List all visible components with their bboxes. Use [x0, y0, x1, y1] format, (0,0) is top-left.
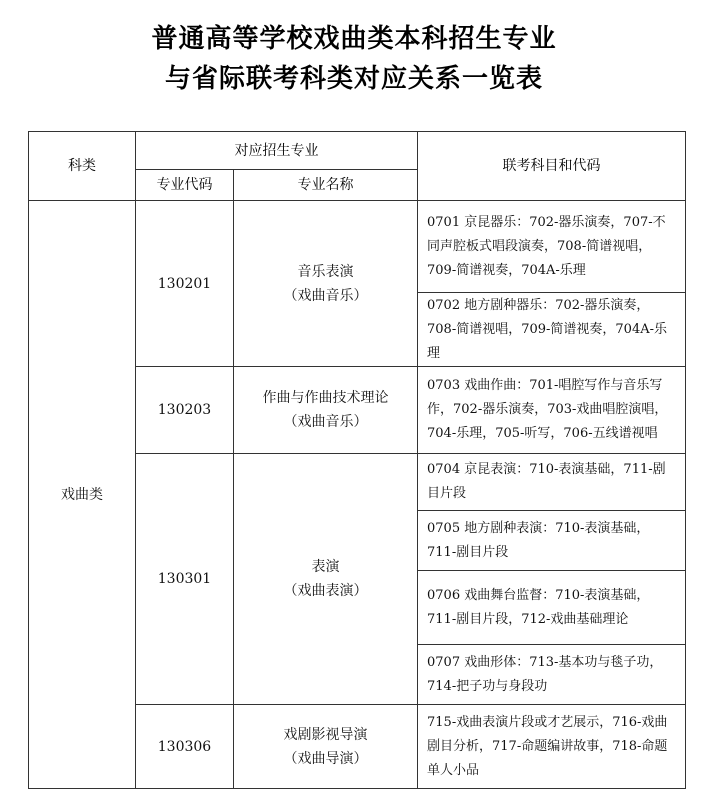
header-major-code: 专业代码	[136, 170, 234, 201]
exam-subject-cell: 0702 地方剧种器乐：702-器乐演奏，708-简谱视唱，709-简谱视奏，704A-乐理	[418, 293, 686, 367]
major-sub: （戏曲导演）	[283, 750, 368, 767]
major-name: 戏剧影视导演	[283, 726, 368, 743]
exam-subject-cell: 0703 戏曲作曲：701-唱腔写作与音乐写作，702-器乐演奏，703-戏曲唱腔演唱，704-乐理，705-听写，706-五线谱视唱	[418, 367, 686, 454]
document-title-line-1: 普通高等学校戏曲类本科招生专业	[151, 24, 557, 54]
major-code-cell: 130306	[136, 705, 234, 789]
exam-subject-cell: 0706 戏曲舞台监督：710-表演基础，711-剧目片段，712-戏曲基础理论	[418, 571, 686, 645]
category-cell: 戏曲类	[29, 201, 136, 789]
header-category: 科类	[29, 132, 136, 201]
major-sub: （戏曲音乐）	[283, 414, 368, 430]
major-name-cell	[234, 705, 418, 789]
header-exam-subjects: 联考科目和代码	[418, 132, 686, 201]
major-name-cell	[234, 201, 418, 367]
major-sub: （戏曲音乐）	[283, 287, 368, 304]
major-name-cell	[234, 454, 418, 705]
major-code-cell: 130203	[136, 367, 234, 454]
major-code-cell: 130301	[136, 454, 234, 705]
exam-subject-cell: 715-戏曲表演片段或才艺展示，716-戏曲剧目分析，717-命题编讲故事，718-命题单人小品	[418, 705, 686, 789]
mapping-table	[28, 131, 686, 789]
major-name: 表演	[311, 559, 340, 575]
major-name: 音乐表演	[297, 263, 354, 280]
exam-subject-cell: 0704 京昆表演：710-表演基础，711-剧目片段	[418, 454, 686, 511]
header-major-name: 专业名称	[234, 170, 418, 201]
major-name: 作曲与作曲技术理论	[262, 390, 389, 406]
exam-subject-cell: 0707 戏曲形体：713-基本功与毯子功，714-把子功与身段功	[418, 645, 686, 705]
major-name-cell	[234, 367, 418, 454]
major-sub: （戏曲表演）	[283, 583, 368, 599]
exam-subject-cell: 0705 地方剧种表演：710-表演基础，711-剧目片段	[418, 511, 686, 571]
document-title-line-2: 与省际联考科类对应关系一览表	[164, 64, 543, 94]
exam-subject-cell: 0701 京昆器乐：702-器乐演奏，707-不同声腔板式唱段演奏，708-简谱视唱，709-简谱视奏，704A-乐理	[418, 201, 686, 293]
major-code-cell: 130201	[136, 201, 234, 367]
header-major-group: 对应招生专业	[136, 132, 418, 170]
